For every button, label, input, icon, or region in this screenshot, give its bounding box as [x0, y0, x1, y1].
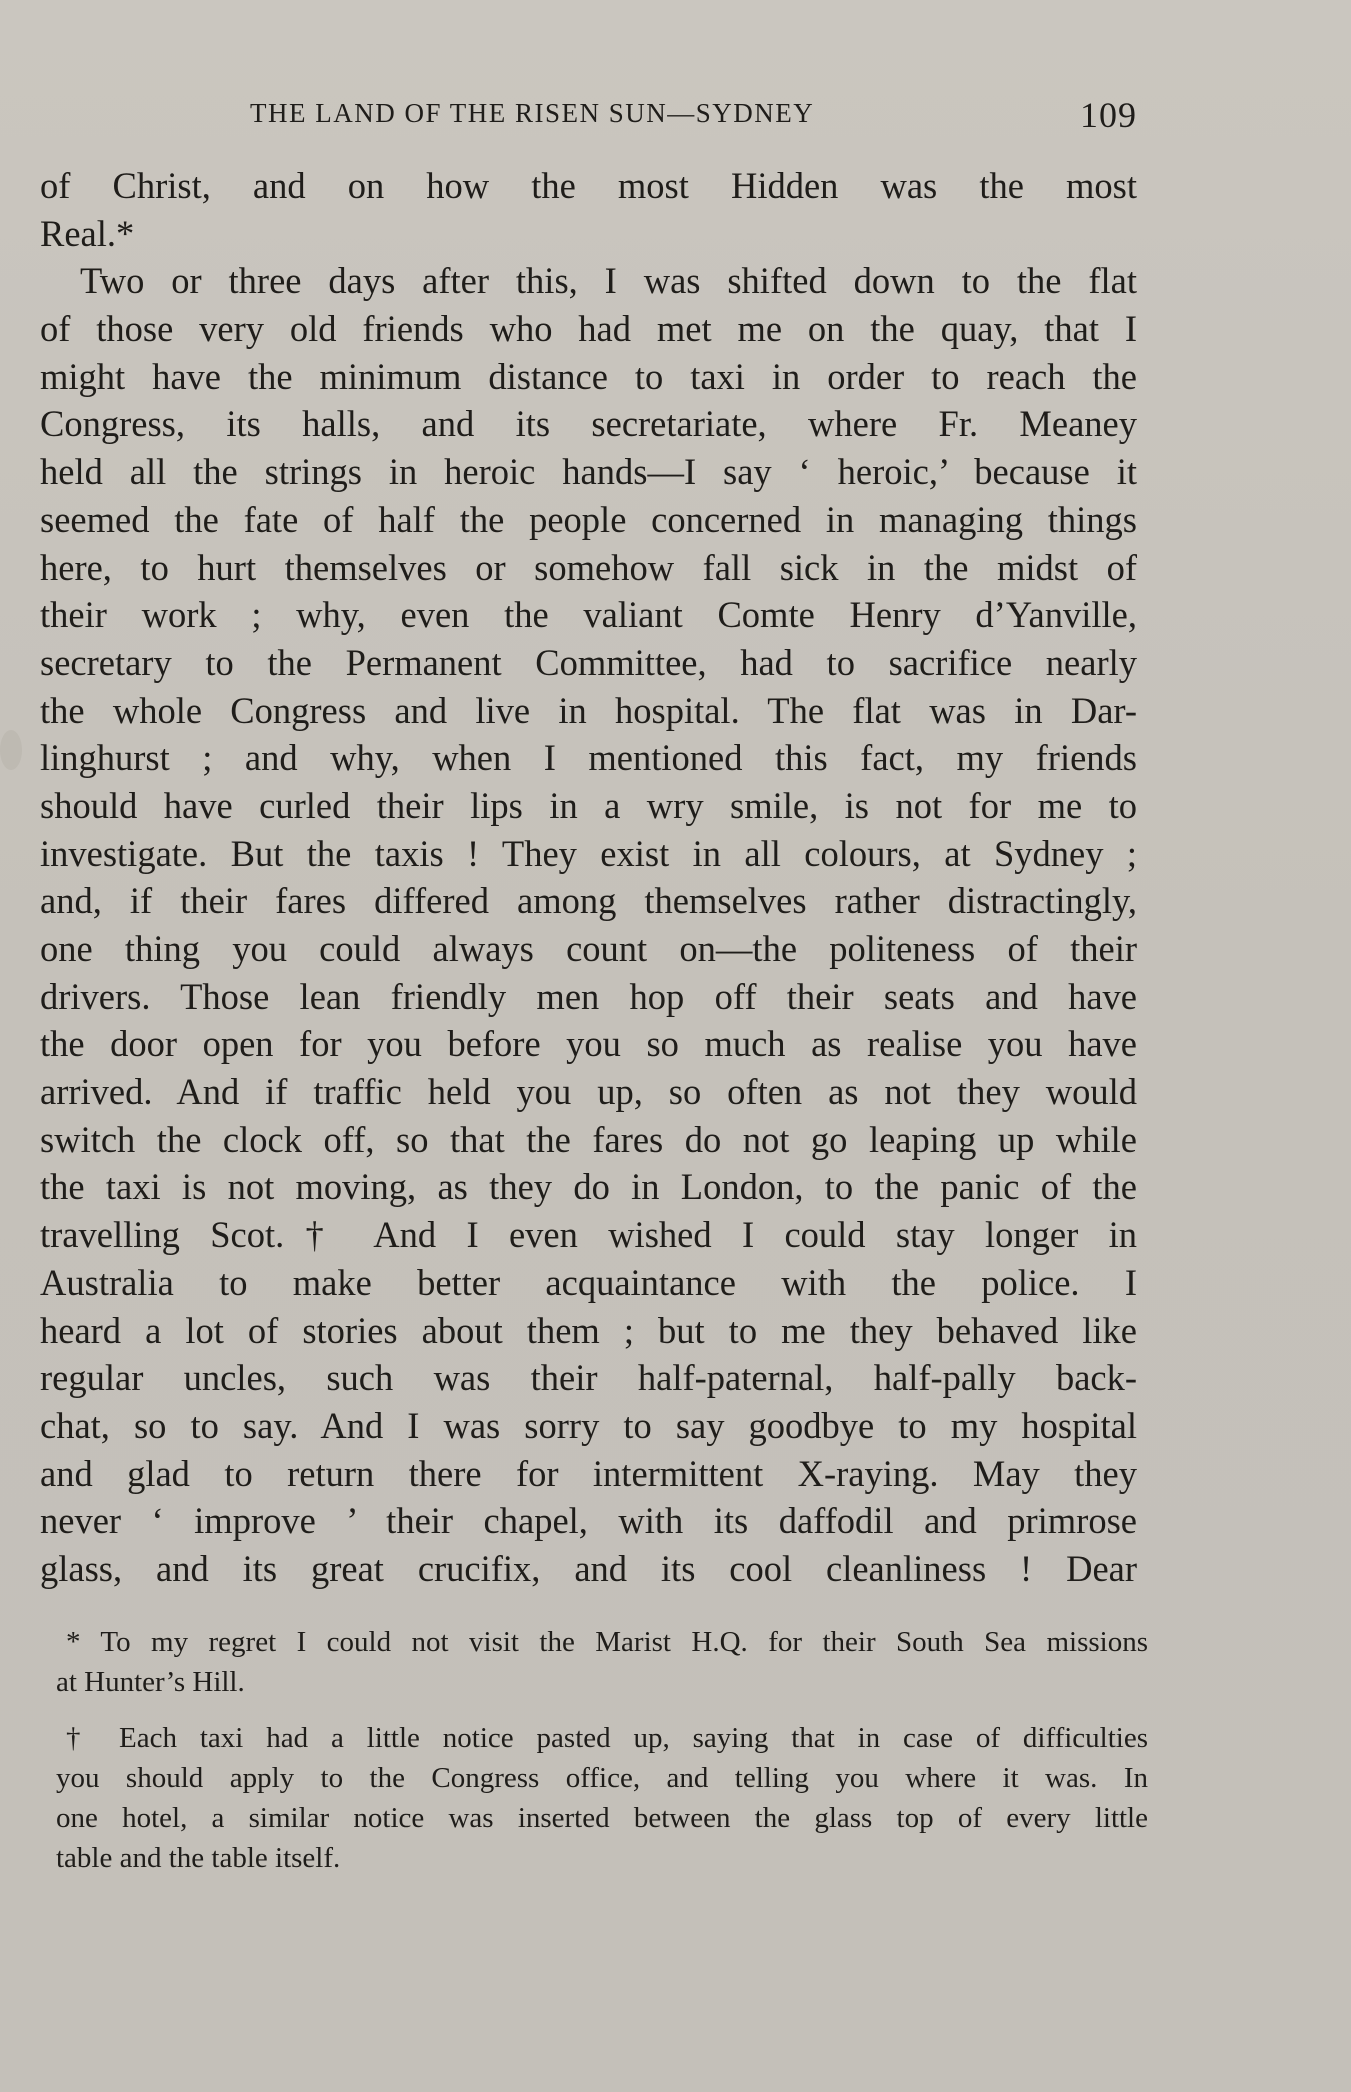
body-line: their work ; why, even the valiant Comte Henry d’Yanville, — [40, 594, 1137, 636]
body-line: secretary to the Permanent Committee, had to sacrifice nearly — [40, 641, 1137, 683]
body-line: switch the clock off, so that the fares do not go leaping up while — [40, 1118, 1137, 1160]
body-line: Australia to make better acquaintance with the police. I — [40, 1261, 1137, 1303]
body-line: and, if their fares differed among themselves rather distractingly, — [40, 880, 1137, 922]
footnote-line: * To my regret I could not visit the Marist H.Q. for their South Sea missions — [66, 1626, 1148, 1658]
body-line: Two or three days after this, I was shifted down to the flat — [80, 260, 1137, 302]
body-line: drivers. Those lean friendly men hop off their seats and have — [40, 975, 1137, 1017]
footnote-gap — [56, 1702, 1148, 1718]
body-line: of those very old friends who had met me on the quay, that I — [40, 308, 1137, 350]
body-line: heard a lot of stories about them ; but to me they behaved like — [40, 1309, 1137, 1351]
body-line: arrived. And if traffic held you up, so often as not they would — [40, 1071, 1137, 1113]
footnote-line: one hotel, a similar notice was inserted between the glass top of every little — [56, 1802, 1148, 1834]
body-line: of Christ, and on how the most Hidden was the most — [40, 165, 1137, 206]
body-line: chat, so to say. And I was sorry to say goodbye to my hospital — [40, 1404, 1137, 1446]
body-line: linghurst ; and why, when I mentioned this fact, my friends — [40, 737, 1137, 779]
body-line: and glad to return there for intermittent X-raying. May they — [40, 1452, 1137, 1494]
body-line: should have curled their lips in a wry smile, is not for me to — [40, 784, 1137, 826]
body-line: might have the minimum distance to taxi in order to reach the — [40, 355, 1137, 397]
footnote-line: you should apply to the Congress office, and telling you where it was. In — [56, 1762, 1148, 1794]
body-line: seemed the fate of half the people concerned in managing things — [40, 498, 1137, 540]
footnote-line: † Each taxi had a little notice pasted up, saying that in case of difficulties — [66, 1722, 1148, 1754]
body-line: Real.* — [40, 212, 135, 254]
body-line: the taxi is not moving, as they do in London, to the panic of the — [40, 1166, 1137, 1208]
body-line: regular uncles, such was their half-paternal, half-pally back- — [40, 1357, 1137, 1399]
body-line: held all the strings in heroic hands—I say ‘ heroic,’ because it — [40, 451, 1137, 493]
running-title: THE LAND OF THE RISEN SUN—SYDNEY — [250, 98, 815, 128]
footnote-dagger — [56, 1718, 1148, 1878]
body-line: investigate. But the taxis ! They exist in all colours, at Sydney ; — [40, 832, 1137, 874]
footnotes — [56, 1622, 1148, 1878]
body-line: here, to hurt themselves or somehow fall sick in the midst of — [40, 546, 1137, 588]
footnote-asterisk — [56, 1622, 1148, 1702]
body-text — [40, 162, 1137, 1593]
body-line: glass, and its great crucifix, and its cool cleanliness ! Dear — [40, 1547, 1137, 1589]
page-smudge — [0, 730, 22, 770]
page-number: 109 — [1080, 95, 1137, 135]
body-line: the door open for you before you so much as realise you have — [40, 1023, 1137, 1065]
body-line: one thing you could always count on—the politeness of their — [40, 928, 1137, 969]
footnote-line: table and the table itself. — [56, 1842, 341, 1874]
running-head — [40, 95, 1137, 138]
body-line: Congress, its halls, and its secretariate, where Fr. Meaney — [40, 403, 1137, 445]
footnote-line: at Hunter’s Hill. — [56, 1666, 245, 1698]
body-line: travelling Scot.† And I even wished I could stay longer in — [40, 1214, 1137, 1256]
body-line: never ‘ improve ’ their chapel, with its daffodil and primrose — [40, 1500, 1137, 1542]
body-line: the whole Congress and live in hospital. The flat was in Dar- — [40, 689, 1137, 731]
